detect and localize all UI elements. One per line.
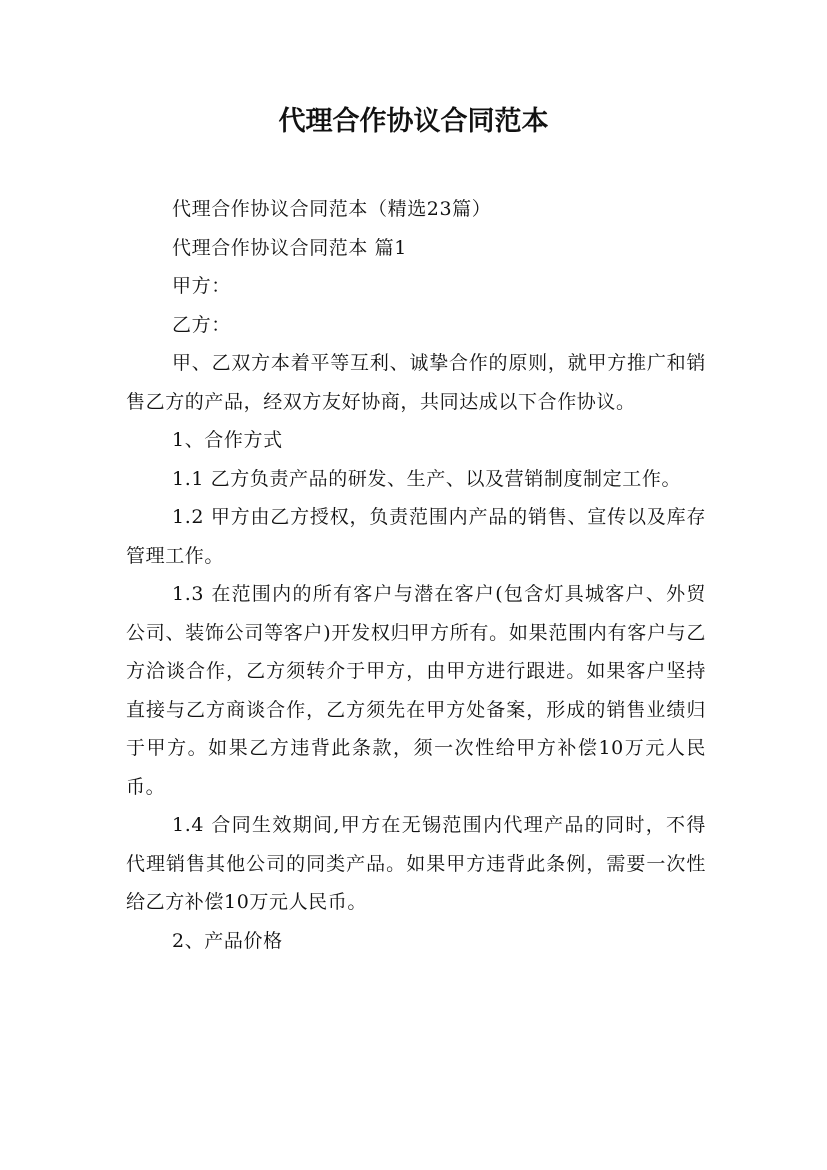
paragraph-heading-price: 2、产品价格 — [172, 929, 283, 952]
paragraph-preamble: 甲、乙双方本着平等互利、诚挚合作的原则，就甲方推广和销售乙方的产品，经双方友好协商，共同达成以下合作协议。 — [126, 352, 706, 413]
paragraph-section-heading: 代理合作协议合同范本 篇1 — [172, 236, 407, 259]
paragraph-clause-1-2: 1.2 甲方由乙方授权，负责范围内产品的销售、宣传以及库存管理工作。 — [126, 506, 706, 567]
document-body — [126, 190, 706, 960]
paragraph-clause-1-3: 1.3 在范围内的所有客户与潜在客户(包含灯具城客户、外贸公司、装饰公司等客户)开发权归甲方所有。如果范围内有客户与乙方洽谈合作，乙方须转介于甲方，由甲方进行跟进。如果客户坚持直接与乙方商谈合作，乙方须先在甲方处备案，形成的销售业绩归于甲方。如果乙方违背此条款，须一次性给甲方补偿10万元人民币。 — [126, 583, 706, 798]
paragraph-party-b: 乙方： — [172, 313, 231, 336]
paragraph-heading-cooperation: 1、合作方式 — [172, 429, 283, 451]
paragraph-clause-1-4: 1.4 合同生效期间,甲方在无锡范围内代理产品的同时，不得代理销售其他公司的同类产品。如果甲方违背此条例，需要一次性给乙方补偿10万元人民币。 — [126, 814, 706, 913]
paragraph-clause-1-1: 1.1 乙方负责产品的研发、生产、以及营销制度制定工作。 — [172, 467, 682, 490]
paragraph-party-a: 甲方： — [172, 275, 231, 297]
document-title: 代理合作协议合同范本 — [278, 106, 549, 137]
paragraph-subtitle: 代理合作协议合同范本（精选23篇） — [172, 198, 492, 220]
